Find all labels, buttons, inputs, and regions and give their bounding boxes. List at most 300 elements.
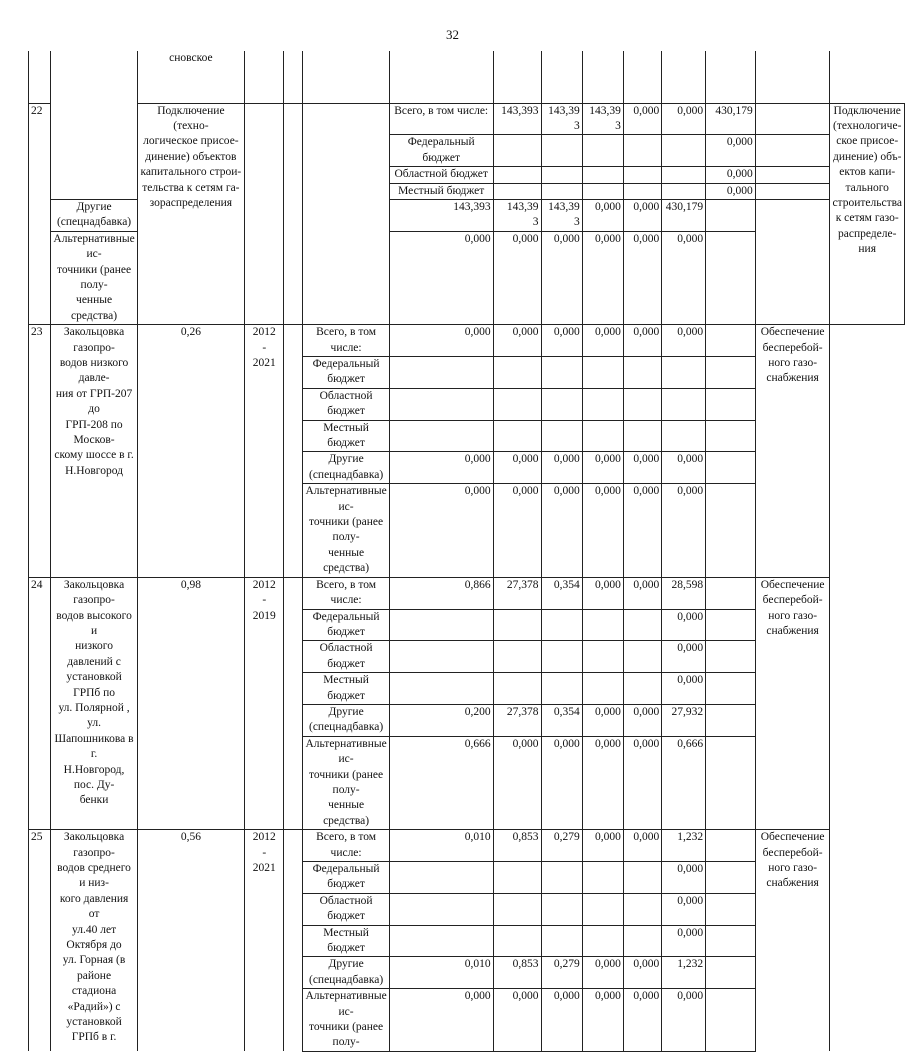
value-total-text: 0,000 bbox=[726, 168, 753, 181]
page-number: 32 bbox=[446, 27, 459, 42]
value-year-3-text: 0,279 bbox=[553, 831, 580, 844]
value-year-4-text: 0,000 bbox=[594, 200, 621, 213]
value-year-1-text: 0,000 bbox=[464, 453, 491, 466]
value-year-2-text: 0,000 bbox=[512, 326, 539, 339]
value-year-3 bbox=[541, 325, 582, 357]
continuation-row bbox=[29, 51, 905, 103]
value-year-1 bbox=[389, 989, 493, 1052]
value-year-1-text: 0,000 bbox=[464, 990, 491, 1003]
project-result bbox=[755, 830, 830, 1052]
source-label bbox=[51, 199, 137, 231]
value-year-2-text: 27,378 bbox=[506, 578, 539, 591]
value-year-1 bbox=[389, 577, 493, 609]
value-year-4 bbox=[623, 103, 661, 135]
value-year-5-text: 0,000 bbox=[633, 737, 660, 750]
source-label-text: Всего, в том числе: bbox=[316, 578, 377, 607]
value-year-3-text: 143,39 3 bbox=[589, 104, 621, 132]
value-year-1 bbox=[389, 357, 493, 389]
value-year-3 bbox=[541, 957, 582, 989]
empty-value-cell bbox=[706, 199, 756, 231]
value-year-3 bbox=[541, 609, 582, 641]
value-total bbox=[662, 862, 706, 894]
value-year-1 bbox=[389, 388, 493, 420]
empty-value-cell bbox=[706, 862, 756, 894]
value-year-4-text: 0,000 bbox=[594, 485, 621, 498]
cont-value-cell bbox=[706, 51, 756, 103]
value-year-4 bbox=[623, 183, 661, 199]
empty-value-cell bbox=[755, 183, 830, 199]
empty-value-cell bbox=[706, 957, 756, 989]
project-length bbox=[137, 830, 244, 1052]
value-year-2-text: 143,39 3 bbox=[506, 200, 539, 229]
row-number-text: 25 bbox=[31, 831, 43, 844]
source-label-text: Альтернативные ис- точники (ранее полу- ченные средства) bbox=[305, 485, 387, 575]
value-year-2 bbox=[493, 325, 541, 357]
empty-value-cell bbox=[755, 135, 830, 167]
value-year-5-text: 0,000 bbox=[633, 200, 660, 213]
value-total-text: 28,598 bbox=[671, 578, 704, 591]
project-row bbox=[29, 577, 905, 609]
value-year-3 bbox=[541, 925, 582, 957]
source-label-text: Федеральный бюджет bbox=[312, 610, 380, 638]
row-number bbox=[29, 577, 51, 830]
project-row bbox=[29, 830, 905, 862]
value-year-1 bbox=[389, 862, 493, 894]
value-year-1 bbox=[389, 830, 493, 862]
project-years bbox=[284, 103, 303, 325]
value-year-3-text: 143,39 3 bbox=[548, 200, 580, 229]
row-number-text: 22 bbox=[31, 104, 43, 117]
value-total bbox=[662, 989, 706, 1052]
source-label-text: Областной бюджет bbox=[394, 168, 488, 181]
value-total-text: 0,000 bbox=[677, 610, 704, 623]
value-year-4 bbox=[582, 452, 623, 484]
project-length-text: 0,26 bbox=[180, 326, 201, 339]
value-year-5 bbox=[623, 484, 661, 577]
project-years bbox=[245, 830, 284, 1052]
value-year-5 bbox=[623, 736, 661, 829]
empty-value-cell bbox=[706, 420, 756, 452]
cont-length-cell bbox=[245, 51, 284, 103]
empty-value-cell bbox=[706, 641, 756, 673]
source-label bbox=[303, 736, 389, 829]
cont-result-cell bbox=[755, 51, 830, 103]
source-label bbox=[303, 420, 389, 452]
source-label bbox=[389, 167, 493, 183]
value-year-3 bbox=[541, 231, 582, 324]
value-year-5-text: 0,000 bbox=[633, 990, 660, 1003]
value-total-text: 430,179 bbox=[715, 104, 753, 117]
source-label bbox=[303, 452, 389, 484]
value-total bbox=[662, 736, 706, 829]
value-year-2 bbox=[493, 736, 541, 829]
empty-value-cell bbox=[755, 167, 830, 183]
value-year-4 bbox=[582, 736, 623, 829]
value-total bbox=[662, 357, 706, 389]
source-label bbox=[303, 357, 389, 389]
value-year-5-text: 0,000 bbox=[633, 578, 660, 591]
source-label-text: Федеральный бюджет bbox=[312, 863, 380, 891]
value-total-text: 0,000 bbox=[677, 232, 704, 245]
value-year-4 bbox=[623, 167, 661, 183]
value-year-3-text: 0,000 bbox=[553, 232, 580, 245]
row-number-text: 24 bbox=[31, 578, 43, 591]
project-result-text: Обеспечение бесперебой- ного газо- снабжения bbox=[760, 578, 825, 637]
value-year-4-text: 0,000 bbox=[594, 705, 621, 718]
value-year-2 bbox=[493, 357, 541, 389]
value-year-2-text: 0,000 bbox=[512, 232, 539, 245]
source-label-text: Местный бюджет bbox=[323, 926, 369, 955]
source-label-text: Всего, в том числе: bbox=[316, 326, 377, 354]
value-year-1-text: 0,000 bbox=[464, 485, 491, 498]
row-number bbox=[29, 103, 51, 325]
value-year-3-text: 0,000 bbox=[553, 326, 580, 339]
project-years bbox=[245, 577, 284, 830]
source-label-text: Федеральный бюджет bbox=[312, 358, 380, 386]
value-year-5 bbox=[623, 641, 661, 673]
value-year-1 bbox=[389, 925, 493, 957]
value-year-4 bbox=[582, 925, 623, 957]
source-label-text: Альтернативные ис- точники (ранее полу- ченные средства) bbox=[305, 737, 387, 827]
source-label-text: Областной бюджет bbox=[319, 894, 373, 923]
value-year-3-text: 0,000 bbox=[553, 737, 580, 750]
source-label bbox=[303, 893, 389, 925]
project-name bbox=[137, 103, 244, 325]
value-year-2 bbox=[493, 452, 541, 484]
source-label bbox=[303, 957, 389, 989]
value-year-4 bbox=[582, 830, 623, 862]
value-year-5 bbox=[623, 609, 661, 641]
value-year-3 bbox=[582, 183, 623, 199]
empty-value-cell bbox=[706, 325, 756, 357]
value-year-4 bbox=[582, 957, 623, 989]
value-year-2 bbox=[493, 641, 541, 673]
value-year-2 bbox=[541, 103, 582, 135]
value-year-2 bbox=[493, 893, 541, 925]
value-total-text: 430,179 bbox=[665, 200, 704, 213]
value-year-5-text: 0,000 bbox=[633, 958, 660, 971]
value-year-5 bbox=[662, 103, 706, 135]
value-year-3 bbox=[541, 893, 582, 925]
value-total-text: 0,000 bbox=[677, 453, 704, 466]
value-total bbox=[662, 325, 706, 357]
value-year-5 bbox=[623, 388, 661, 420]
value-year-1-text: 0,866 bbox=[464, 578, 491, 591]
value-year-2 bbox=[493, 199, 541, 231]
source-label-text: Областной бюджет bbox=[319, 389, 373, 418]
value-total-text: 0,000 bbox=[726, 184, 753, 197]
value-year-4 bbox=[582, 704, 623, 736]
source-label-text: Другие (спецнадбавка) bbox=[56, 200, 132, 229]
value-total-text: 0,000 bbox=[677, 326, 704, 339]
value-year-3 bbox=[582, 135, 623, 167]
source-label bbox=[51, 231, 137, 324]
value-total-text: 0,000 bbox=[677, 894, 704, 907]
cont-value-cell bbox=[493, 51, 541, 103]
value-year-5 bbox=[662, 135, 706, 167]
value-year-2 bbox=[541, 135, 582, 167]
value-year-4 bbox=[582, 325, 623, 357]
value-year-1 bbox=[389, 641, 493, 673]
value-year-3 bbox=[541, 673, 582, 705]
cont-value-cell bbox=[623, 51, 661, 103]
project-result bbox=[755, 325, 830, 578]
value-year-2 bbox=[493, 673, 541, 705]
value-year-1 bbox=[493, 135, 541, 167]
value-year-5 bbox=[623, 199, 661, 231]
source-label bbox=[303, 609, 389, 641]
value-year-2 bbox=[493, 989, 541, 1052]
empty-value-cell bbox=[706, 830, 756, 862]
value-year-5 bbox=[623, 893, 661, 925]
value-year-4 bbox=[582, 673, 623, 705]
value-year-3 bbox=[541, 641, 582, 673]
value-year-1 bbox=[493, 167, 541, 183]
value-year-4 bbox=[582, 609, 623, 641]
value-year-3 bbox=[541, 388, 582, 420]
value-year-1 bbox=[389, 893, 493, 925]
project-result-text: Обеспечение бесперебой- ного газо- снабжения bbox=[760, 326, 825, 385]
value-year-5 bbox=[623, 830, 661, 862]
project-name bbox=[51, 577, 137, 830]
source-label-text: Областной бюджет bbox=[319, 642, 373, 670]
value-total bbox=[662, 199, 706, 231]
value-year-4-text: 0,000 bbox=[594, 232, 621, 245]
source-label bbox=[303, 641, 389, 673]
value-year-2 bbox=[493, 830, 541, 862]
project-name-text: Закольцовка газопро- водов высокого и низкого давлений с установкой ГРПб по ул. Полярной , ул. Шапошникова в г. Н.Новгород, пос. Ду- бенки bbox=[54, 578, 134, 807]
empty-value-cell bbox=[706, 673, 756, 705]
project-years-text: 2012 - 2021 bbox=[252, 831, 276, 874]
value-total bbox=[662, 231, 706, 324]
value-year-3 bbox=[541, 357, 582, 389]
value-year-5-text: 0,000 bbox=[633, 485, 660, 498]
value-year-3-text: 0,354 bbox=[553, 705, 580, 718]
value-year-4 bbox=[582, 893, 623, 925]
value-year-3 bbox=[541, 452, 582, 484]
value-total bbox=[662, 704, 706, 736]
project-name-text: Закольцовка газопро- водов среднего и низ- кого давления от ул.40 лет Октября до ул. Горная (в районе стадиона «Радий») с установкой ГРПб в г. bbox=[57, 831, 131, 1044]
value-year-1-text: 0,200 bbox=[464, 705, 491, 718]
source-label bbox=[303, 989, 389, 1052]
project-result-text: Подключение (технологиче- ское присое- динение) объ- ектов капи- тального строительства к сетям газо- распределе- ния bbox=[832, 104, 902, 256]
value-year-2 bbox=[493, 609, 541, 641]
value-year-1-text: 0,010 bbox=[464, 958, 491, 971]
value-total-text: 0,000 bbox=[677, 674, 704, 687]
source-label-text: Альтернативные ис- точники (ранее полу- bbox=[305, 990, 387, 1049]
cont-value-cell bbox=[389, 51, 493, 103]
value-total bbox=[706, 167, 756, 183]
source-label bbox=[303, 484, 389, 577]
project-name bbox=[51, 325, 137, 578]
value-total-text: 0,000 bbox=[677, 642, 704, 655]
value-year-3 bbox=[541, 420, 582, 452]
project-length bbox=[137, 325, 244, 578]
value-year-1-text: 0,666 bbox=[464, 737, 491, 750]
value-year-1 bbox=[493, 183, 541, 199]
value-year-3 bbox=[541, 989, 582, 1052]
value-total-text: 1,232 bbox=[677, 831, 704, 844]
empty-value-cell bbox=[706, 989, 756, 1052]
source-label-text: Всего, в том числе: bbox=[394, 104, 489, 117]
value-year-3-text: 0,354 bbox=[553, 578, 580, 591]
value-total-text: 0,000 bbox=[677, 990, 704, 1003]
source-label bbox=[303, 673, 389, 705]
value-total bbox=[662, 957, 706, 989]
value-year-2-text: 27,378 bbox=[506, 705, 539, 718]
value-total bbox=[662, 484, 706, 577]
project-result bbox=[830, 103, 905, 325]
value-total bbox=[662, 420, 706, 452]
value-total-text: 0,000 bbox=[677, 485, 704, 498]
value-year-5 bbox=[623, 989, 661, 1052]
project-result bbox=[755, 577, 830, 830]
source-label-text: Местный бюджет bbox=[323, 421, 369, 450]
value-total bbox=[706, 183, 756, 199]
value-year-4 bbox=[623, 135, 661, 167]
empty-value-cell bbox=[706, 452, 756, 484]
value-total-text: 27,932 bbox=[671, 705, 704, 718]
cont-value-cell bbox=[662, 51, 706, 103]
source-label-text: Местный бюджет bbox=[323, 674, 369, 702]
value-year-5-text: 0,000 bbox=[677, 104, 704, 117]
gap-cell bbox=[284, 325, 303, 578]
value-year-3 bbox=[541, 736, 582, 829]
value-year-5-text: 0,000 bbox=[633, 705, 660, 718]
project-result-text: Обеспечение бесперебой- ного газо- снабжения bbox=[760, 831, 825, 890]
value-year-2 bbox=[493, 862, 541, 894]
value-total-text: 0,000 bbox=[677, 926, 704, 939]
value-year-1-text: 143,393 bbox=[453, 200, 491, 213]
project-length-text: 0,98 bbox=[180, 578, 201, 591]
source-label-text: Другие (спецнадбавка) bbox=[308, 705, 384, 734]
value-year-2 bbox=[493, 420, 541, 452]
value-year-1 bbox=[389, 704, 493, 736]
value-year-1 bbox=[389, 736, 493, 829]
source-label bbox=[303, 830, 389, 862]
value-total-text: 0,666 bbox=[677, 737, 704, 750]
source-label bbox=[389, 103, 493, 135]
cont-value-cell bbox=[541, 51, 582, 103]
project-length-text: 0,56 bbox=[180, 831, 201, 844]
value-total bbox=[662, 925, 706, 957]
value-year-3 bbox=[541, 704, 582, 736]
cont-name-cell bbox=[137, 51, 244, 103]
value-year-1-text: 0,010 bbox=[464, 831, 491, 844]
row-number bbox=[29, 830, 51, 1052]
value-year-5 bbox=[623, 925, 661, 957]
project-row bbox=[29, 325, 905, 357]
value-year-2 bbox=[541, 183, 582, 199]
value-year-3 bbox=[582, 103, 623, 135]
value-year-3 bbox=[582, 167, 623, 183]
value-year-3 bbox=[541, 577, 582, 609]
value-year-1-text: 0,000 bbox=[464, 326, 491, 339]
value-total bbox=[662, 830, 706, 862]
program-table bbox=[28, 51, 905, 1052]
value-year-4-text: 0,000 bbox=[594, 453, 621, 466]
empty-value-cell bbox=[706, 893, 756, 925]
value-year-2-text: 0,000 bbox=[512, 485, 539, 498]
source-label-text: Другие (спецнадбавка) bbox=[308, 958, 384, 986]
source-label bbox=[303, 388, 389, 420]
value-year-2 bbox=[493, 231, 541, 324]
source-label bbox=[389, 183, 493, 199]
value-year-1 bbox=[389, 609, 493, 641]
value-year-2-text: 0,853 bbox=[512, 958, 539, 971]
value-year-1 bbox=[389, 199, 493, 231]
project-length bbox=[245, 103, 284, 325]
cont-gap-cell bbox=[303, 51, 389, 103]
value-year-2 bbox=[493, 484, 541, 577]
value-year-2 bbox=[493, 957, 541, 989]
value-year-5-text: 0,000 bbox=[633, 232, 660, 245]
gap-cell bbox=[284, 577, 303, 830]
value-year-3 bbox=[541, 830, 582, 862]
value-total bbox=[662, 609, 706, 641]
cont-name-cell-text: сновское bbox=[169, 52, 213, 64]
source-label-text: Альтернативные ис- точники (ранее полу- ченные средства) bbox=[53, 232, 135, 322]
value-year-3 bbox=[541, 862, 582, 894]
empty-value-cell bbox=[755, 103, 830, 135]
project-years bbox=[245, 325, 284, 578]
value-total bbox=[706, 135, 756, 167]
row-number-text: 23 bbox=[31, 326, 43, 339]
gap-cell bbox=[284, 830, 303, 1052]
value-year-1 bbox=[389, 673, 493, 705]
value-year-5 bbox=[623, 231, 661, 324]
value-year-4 bbox=[582, 484, 623, 577]
cont-years-cell bbox=[284, 51, 303, 103]
value-year-4 bbox=[582, 420, 623, 452]
project-years-text: 2012 - 2021 bbox=[252, 326, 276, 369]
value-year-5 bbox=[623, 325, 661, 357]
value-year-1 bbox=[493, 103, 541, 135]
empty-value-cell bbox=[706, 388, 756, 420]
source-label bbox=[303, 577, 389, 609]
value-year-1 bbox=[389, 484, 493, 577]
cont-num-cell bbox=[29, 51, 51, 103]
value-year-5 bbox=[623, 357, 661, 389]
empty-value-cell bbox=[706, 231, 756, 324]
source-label-text: Другие (спецнадбавка) bbox=[308, 453, 384, 481]
project-length bbox=[137, 577, 244, 830]
value-year-4-text: 0,000 bbox=[633, 104, 660, 117]
project-row bbox=[29, 103, 905, 135]
project-name-text: Закольцовка газопро- водов низкого давле- ния от ГРП-207 до ГРП-208 по Москов- скому шоссе в г. Н.Новгород bbox=[54, 326, 134, 477]
value-year-5-text: 0,000 bbox=[633, 326, 660, 339]
value-year-1 bbox=[389, 231, 493, 324]
value-year-2 bbox=[493, 577, 541, 609]
source-label-text: Всего, в том числе: bbox=[316, 831, 377, 859]
value-year-4 bbox=[582, 357, 623, 389]
value-year-4-text: 0,000 bbox=[594, 958, 621, 971]
value-year-2-text: 143,39 3 bbox=[548, 104, 580, 132]
source-label bbox=[303, 862, 389, 894]
value-year-4 bbox=[582, 641, 623, 673]
value-year-1-text: 143,393 bbox=[501, 104, 539, 117]
value-total bbox=[662, 641, 706, 673]
value-year-5-text: 0,000 bbox=[633, 453, 660, 466]
value-year-2 bbox=[493, 925, 541, 957]
value-year-5 bbox=[623, 704, 661, 736]
value-year-3 bbox=[541, 199, 582, 231]
value-year-1 bbox=[389, 420, 493, 452]
value-year-4 bbox=[582, 388, 623, 420]
value-year-4 bbox=[582, 862, 623, 894]
value-year-4-text: 0,000 bbox=[594, 831, 621, 844]
value-year-5 bbox=[662, 167, 706, 183]
